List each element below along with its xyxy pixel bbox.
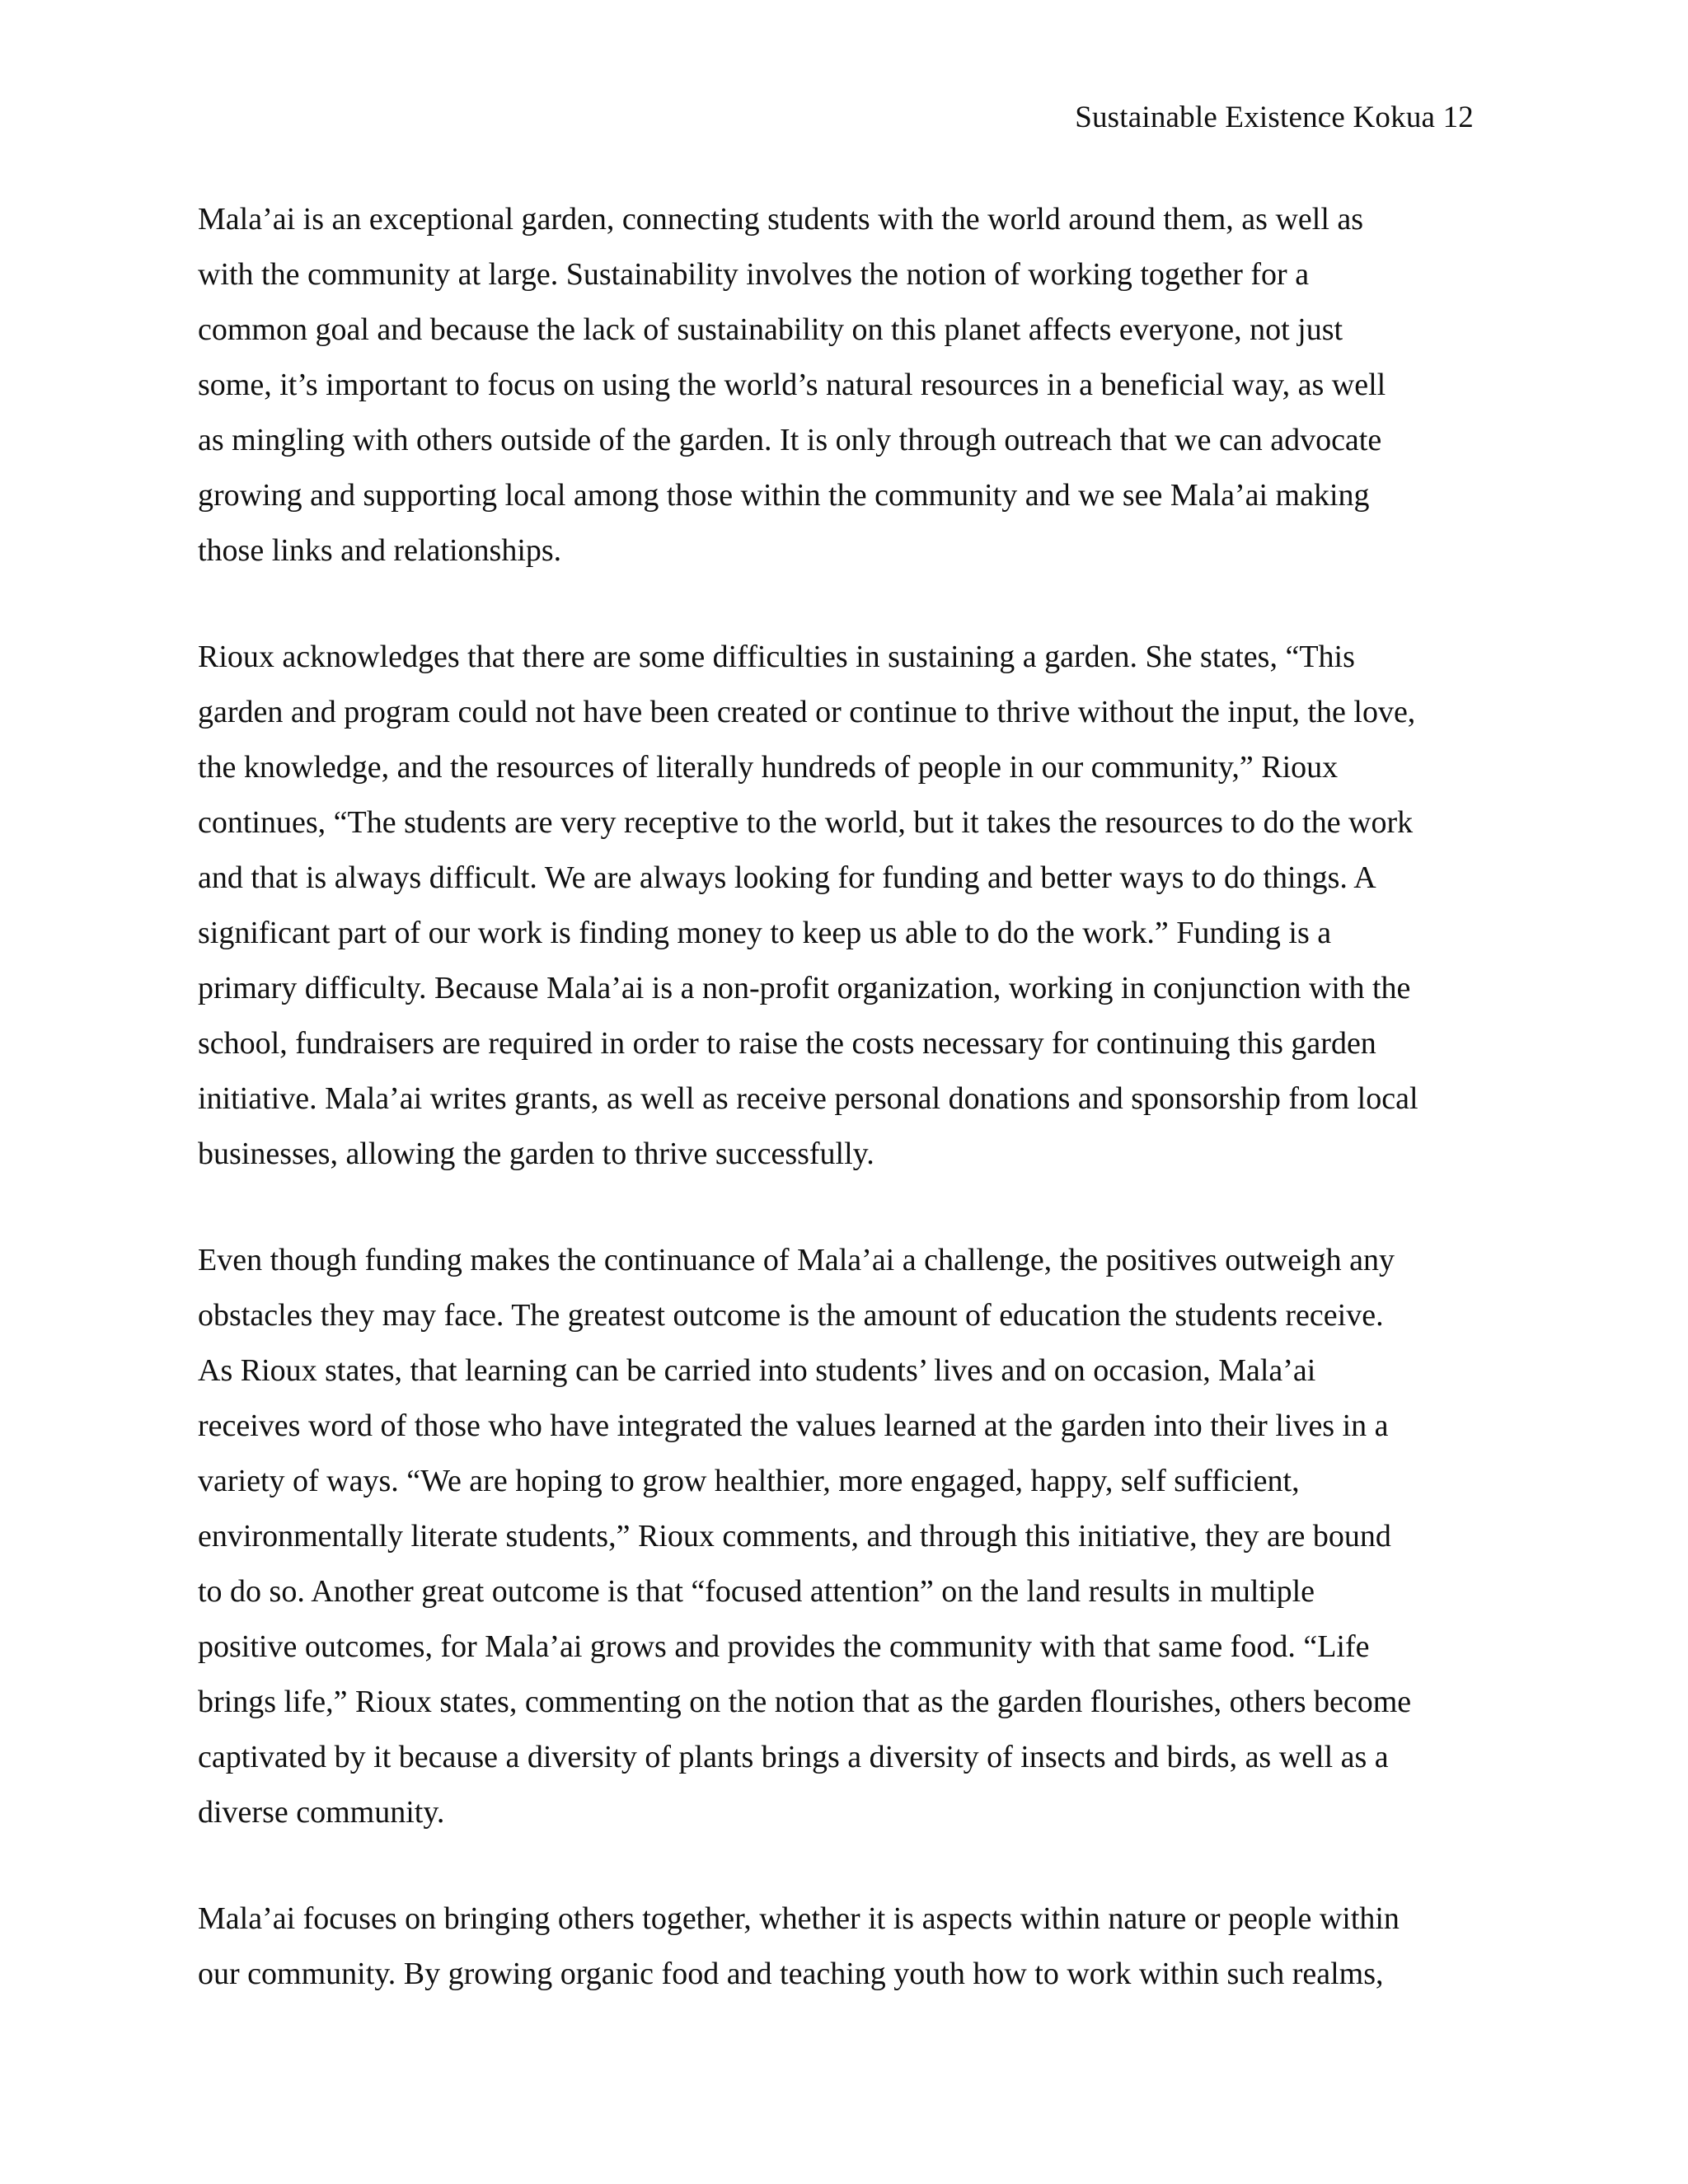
text-line: obstacles they may face. The greatest outcome is the amount of education the students receive.	[198, 1298, 1384, 1333]
text-line: businesses, allowing the garden to thrive successfully.	[198, 1137, 874, 1171]
text-line: Mala’ai is an exceptional garden, connecting students with the world around them, as well as	[198, 202, 1364, 237]
text-line: environmentally literate students,” Rioux comments, and through this initiative, they are bound	[198, 1519, 1391, 1554]
text-line: brings life,” Rioux states, commenting on the notion that as the garden flourishes, others become	[198, 1685, 1412, 1719]
text-line: those links and relationships.	[198, 533, 562, 568]
paragraph-2	[198, 630, 1479, 1182]
text-line: variety of ways. “We are hoping to grow healthier, more engaged, happy, self sufficient,	[198, 1464, 1300, 1498]
text-line: and that is always difficult. We are always looking for funding and better ways to do things. A	[198, 860, 1376, 895]
text-line: diverse community.	[198, 1795, 445, 1830]
text-line: continues, “The students are very receptive to the world, but it takes the resources to do the work	[198, 805, 1414, 840]
text-line: Even though funding makes the continuance of Mala’ai a challenge, the positives outweigh any	[198, 1243, 1395, 1277]
text-line: significant part of our work is finding money to keep us able to do the work.” Funding is a	[198, 916, 1332, 950]
text-line: growing and supporting local among those within the community and we see Mala’ai making	[198, 478, 1370, 513]
paragraph-3	[198, 1233, 1479, 1840]
text-line: Rioux acknowledges that there are some difficulties in sustaining a garden. She states, “This	[198, 640, 1355, 674]
text-line: as mingling with others outside of the garden. It is only through outreach that we can advocate	[198, 423, 1382, 457]
text-line: garden and program could not have been created or continue to thrive without the input, the love,	[198, 695, 1416, 729]
text-line: initiative. Mala’ai writes grants, as well as receive personal donations and sponsorship from local	[198, 1081, 1418, 1116]
text-line: As Rioux states, that learning can be carried into students’ lives and on occasion, Mala’ai	[198, 1353, 1316, 1388]
text-line: some, it’s important to focus on using the world’s natural resources in a beneficial way, as well	[198, 368, 1386, 402]
text-line: positive outcomes, for Mala’ai grows and provides the community with that same food. “Life	[198, 1629, 1370, 1664]
text-line: primary difficulty. Because Mala’ai is a non-profit organization, working in conjunction with the	[198, 971, 1411, 1005]
body-text	[198, 192, 1479, 2053]
text-line: school, fundraisers are required in order to raise the costs necessary for continuing this garden	[198, 1026, 1376, 1061]
text-line: with the community at large. Sustainability involves the notion of working together for a	[198, 257, 1310, 292]
paragraph-4	[198, 1891, 1479, 2002]
text-line: receives word of those who have integrated the values learned at the garden into their lives in a	[198, 1408, 1389, 1443]
text-line: to do so. Another great outcome is that “focused attention” on the land results in multiple	[198, 1574, 1315, 1609]
paragraph-1	[198, 192, 1479, 579]
text-line: the knowledge, and the resources of literally hundreds of people in our community,” Rioux	[198, 750, 1339, 785]
text-line: Mala’ai focuses on bringing others together, whether it is aspects within nature or people within	[198, 1901, 1400, 1936]
running-head: Sustainable Existence Kokua 12	[1075, 101, 1474, 134]
text-line: common goal and because the lack of sustainability on this planet affects everyone, not just	[198, 312, 1343, 347]
text-line: captivated by it because a diversity of plants brings a diversity of insects and birds, as well as a	[198, 1740, 1389, 1774]
text-line: our community. By growing organic food and teaching youth how to work within such realms,	[198, 1957, 1384, 1991]
